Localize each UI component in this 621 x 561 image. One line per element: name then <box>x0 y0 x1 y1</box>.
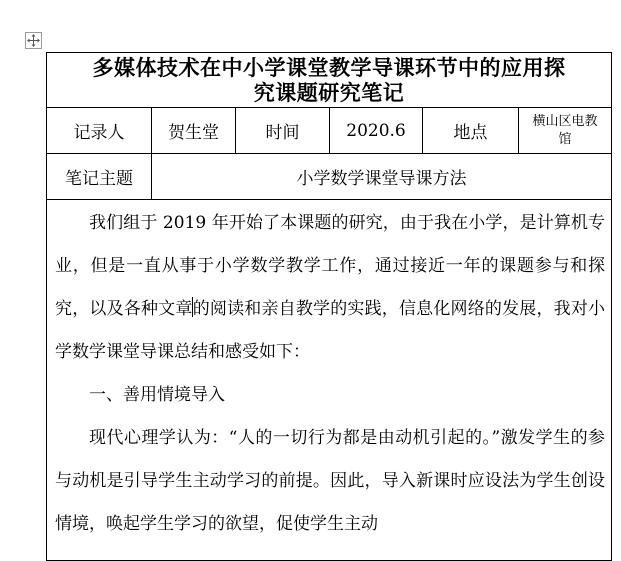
table-move-handle-icon[interactable] <box>25 32 42 49</box>
place-value-text: 横山区电教馆 <box>532 113 598 147</box>
document-title-cell[interactable] <box>47 53 612 108</box>
recorder-value[interactable]: 贺生堂 <box>152 108 236 154</box>
paragraph-intro <box>55 202 605 374</box>
move-arrows-icon <box>26 33 41 48</box>
paragraph-intro-part1: 我们组于 2019 年开始了本课题的研究，由于我在小学，是计算机专业，但是一直从事于小学数学教学工作，通过接近一年的课题参与和探究，以及各种文章 <box>55 213 606 319</box>
section-heading-1: 一、善用情境导入 <box>89 385 225 405</box>
place-value[interactable] <box>519 108 612 154</box>
time-label: 时间 <box>236 108 330 154</box>
paragraph-intro-part2: 的阅读和亲自教学的实践，信息化网络的发展，我对小学数学课堂导课总结和感受如下： <box>55 299 606 362</box>
research-notes-table <box>46 52 612 561</box>
notes-body <box>47 200 611 546</box>
time-value[interactable]: 2020.6 <box>330 108 423 154</box>
place-label: 地点 <box>423 108 519 154</box>
notes-body-cell[interactable] <box>47 200 612 561</box>
document-title: 多媒体技术在中小学课堂教学导课环节中的应用探究课题研究笔记 <box>92 55 566 105</box>
topic-label: 笔记主题 <box>47 154 152 200</box>
paragraph-situation: 现代心理学认为：“人的一切行为都是由动机引起的。”激发学生的参与动机是引导学生主动学习的前提。因此，导入新课时应设法为学生创设情境，唤起学生学习的欲望，促使学生主动 <box>55 428 606 534</box>
recorder-label: 记录人 <box>47 108 152 154</box>
topic-value[interactable]: 小学数学课堂导课方法 <box>152 154 612 200</box>
